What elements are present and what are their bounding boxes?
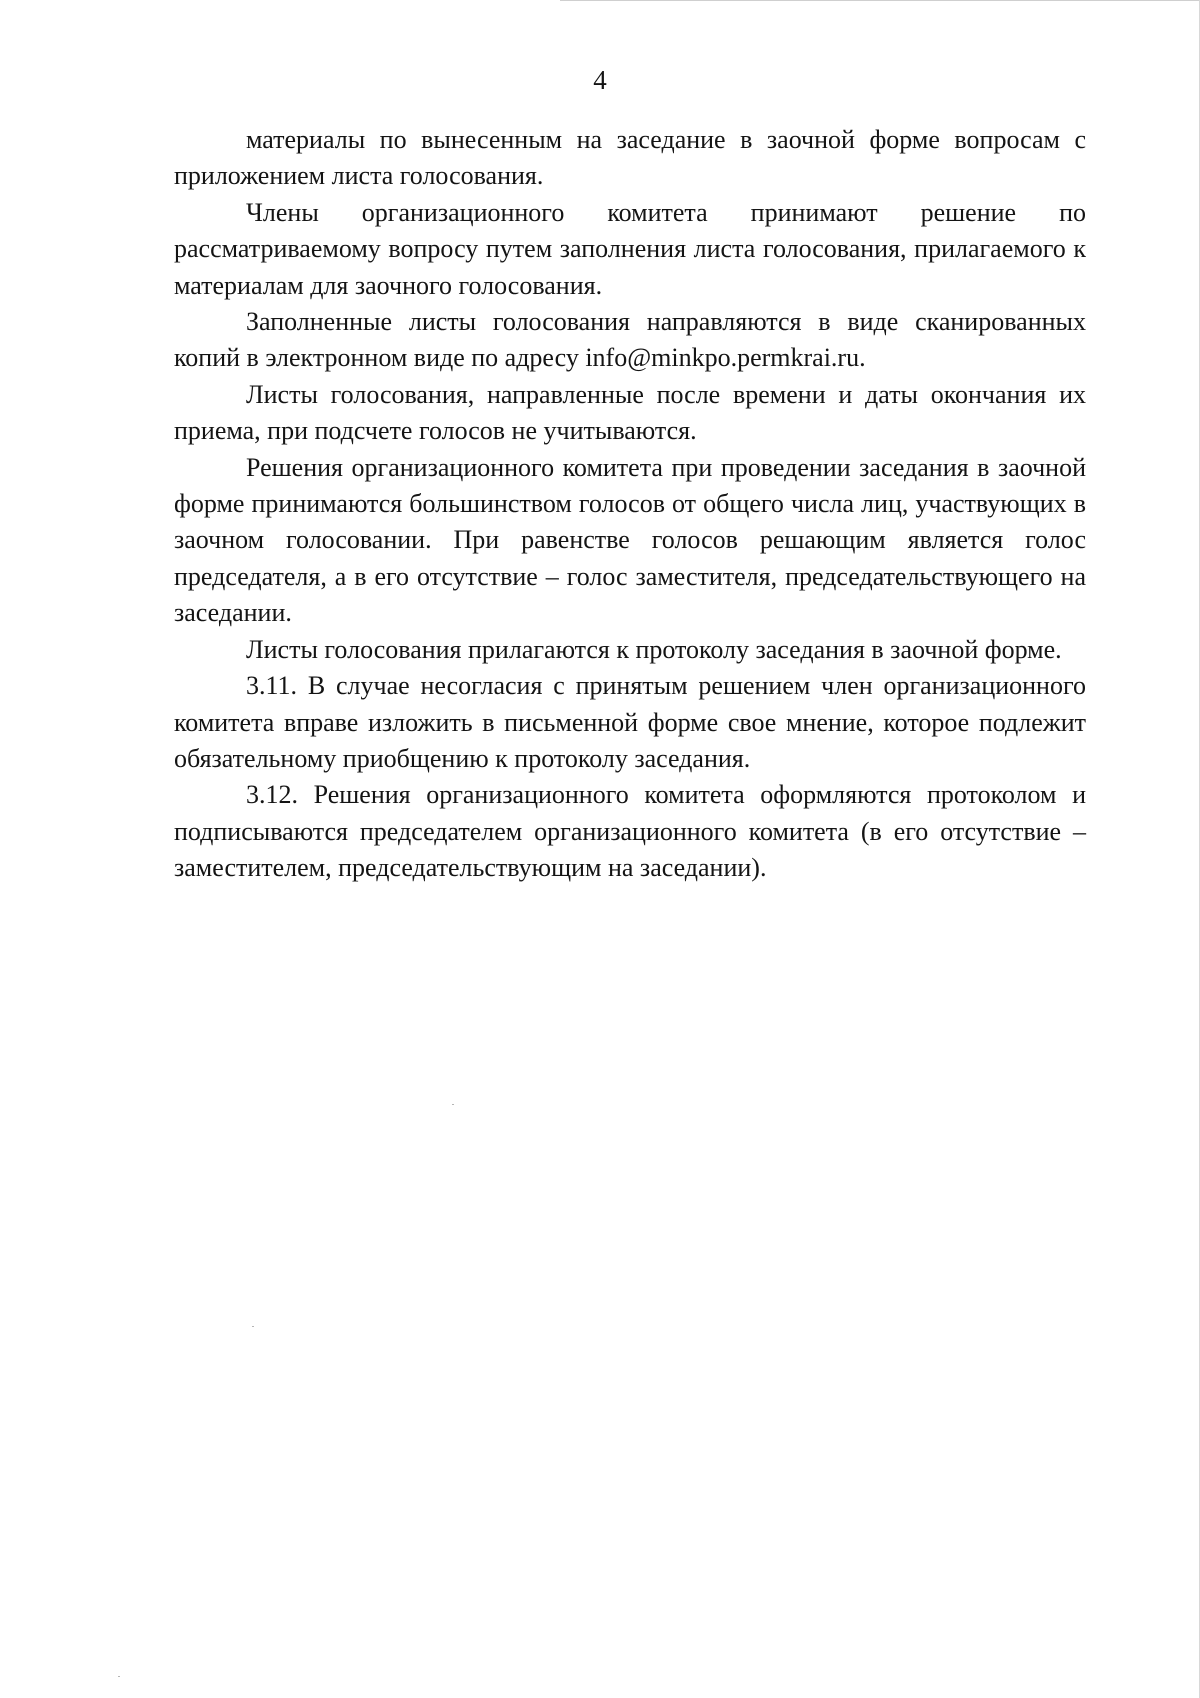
document-body — [174, 122, 1086, 887]
scan-speck — [252, 1326, 254, 1327]
paragraph-materials: материалы по вынесенным на заседание в заочной форме вопросам с приложением листа голосования. — [174, 125, 1086, 191]
scan-edge-top — [560, 0, 1200, 1]
paragraph-late-sheets: Листы голосования, направленные после времени и даты окончания их приема, при подсчете голосов не учитываются. — [174, 379, 1086, 446]
paragraph-sheets-attached: Листы голосования прилагаются к протоколу заседания в заочной форме. — [246, 634, 1062, 664]
scan-speck — [118, 1676, 120, 1677]
scan-speck — [452, 1104, 454, 1105]
page-number: 4 — [593, 65, 607, 95]
paragraph-filled-sheets: Заполненные листы голосования направляются в виде сканированных копий в электронном виде по адресу info@minkpo.permkrai.ru. — [174, 307, 1086, 373]
paragraph-members-decision: Члены организационного комитета принимают решение по рассматриваемому вопросу путем заполнения листа голосования, прилагаемого к материалам для заочного голосования. — [174, 197, 1086, 300]
paragraph-decisions-majority: Решения организационного комитета при проведении заседания в заочной форме принимаются большинством голосов от общего числа лиц, участвующих в заочном голосовании. При равенстве голосов решающим является голос председателя, а в его отсутствие – голос заместителя, председательствующего на заседании. — [174, 452, 1086, 628]
paragraph-3-11: 3.11. В случае несогласия с принятым решением член организационного комитета вправе изложить в письменной форме свое мнение, которое подлежит обязательному приобщению к протоколу заседания. — [174, 671, 1086, 773]
paragraph-3-12: 3.12. Решения организационного комитета оформляются протоколом и подписываются председателем организационного комитета (в его отсутствие – заместителем, председательствующим на заседании). — [174, 780, 1086, 883]
